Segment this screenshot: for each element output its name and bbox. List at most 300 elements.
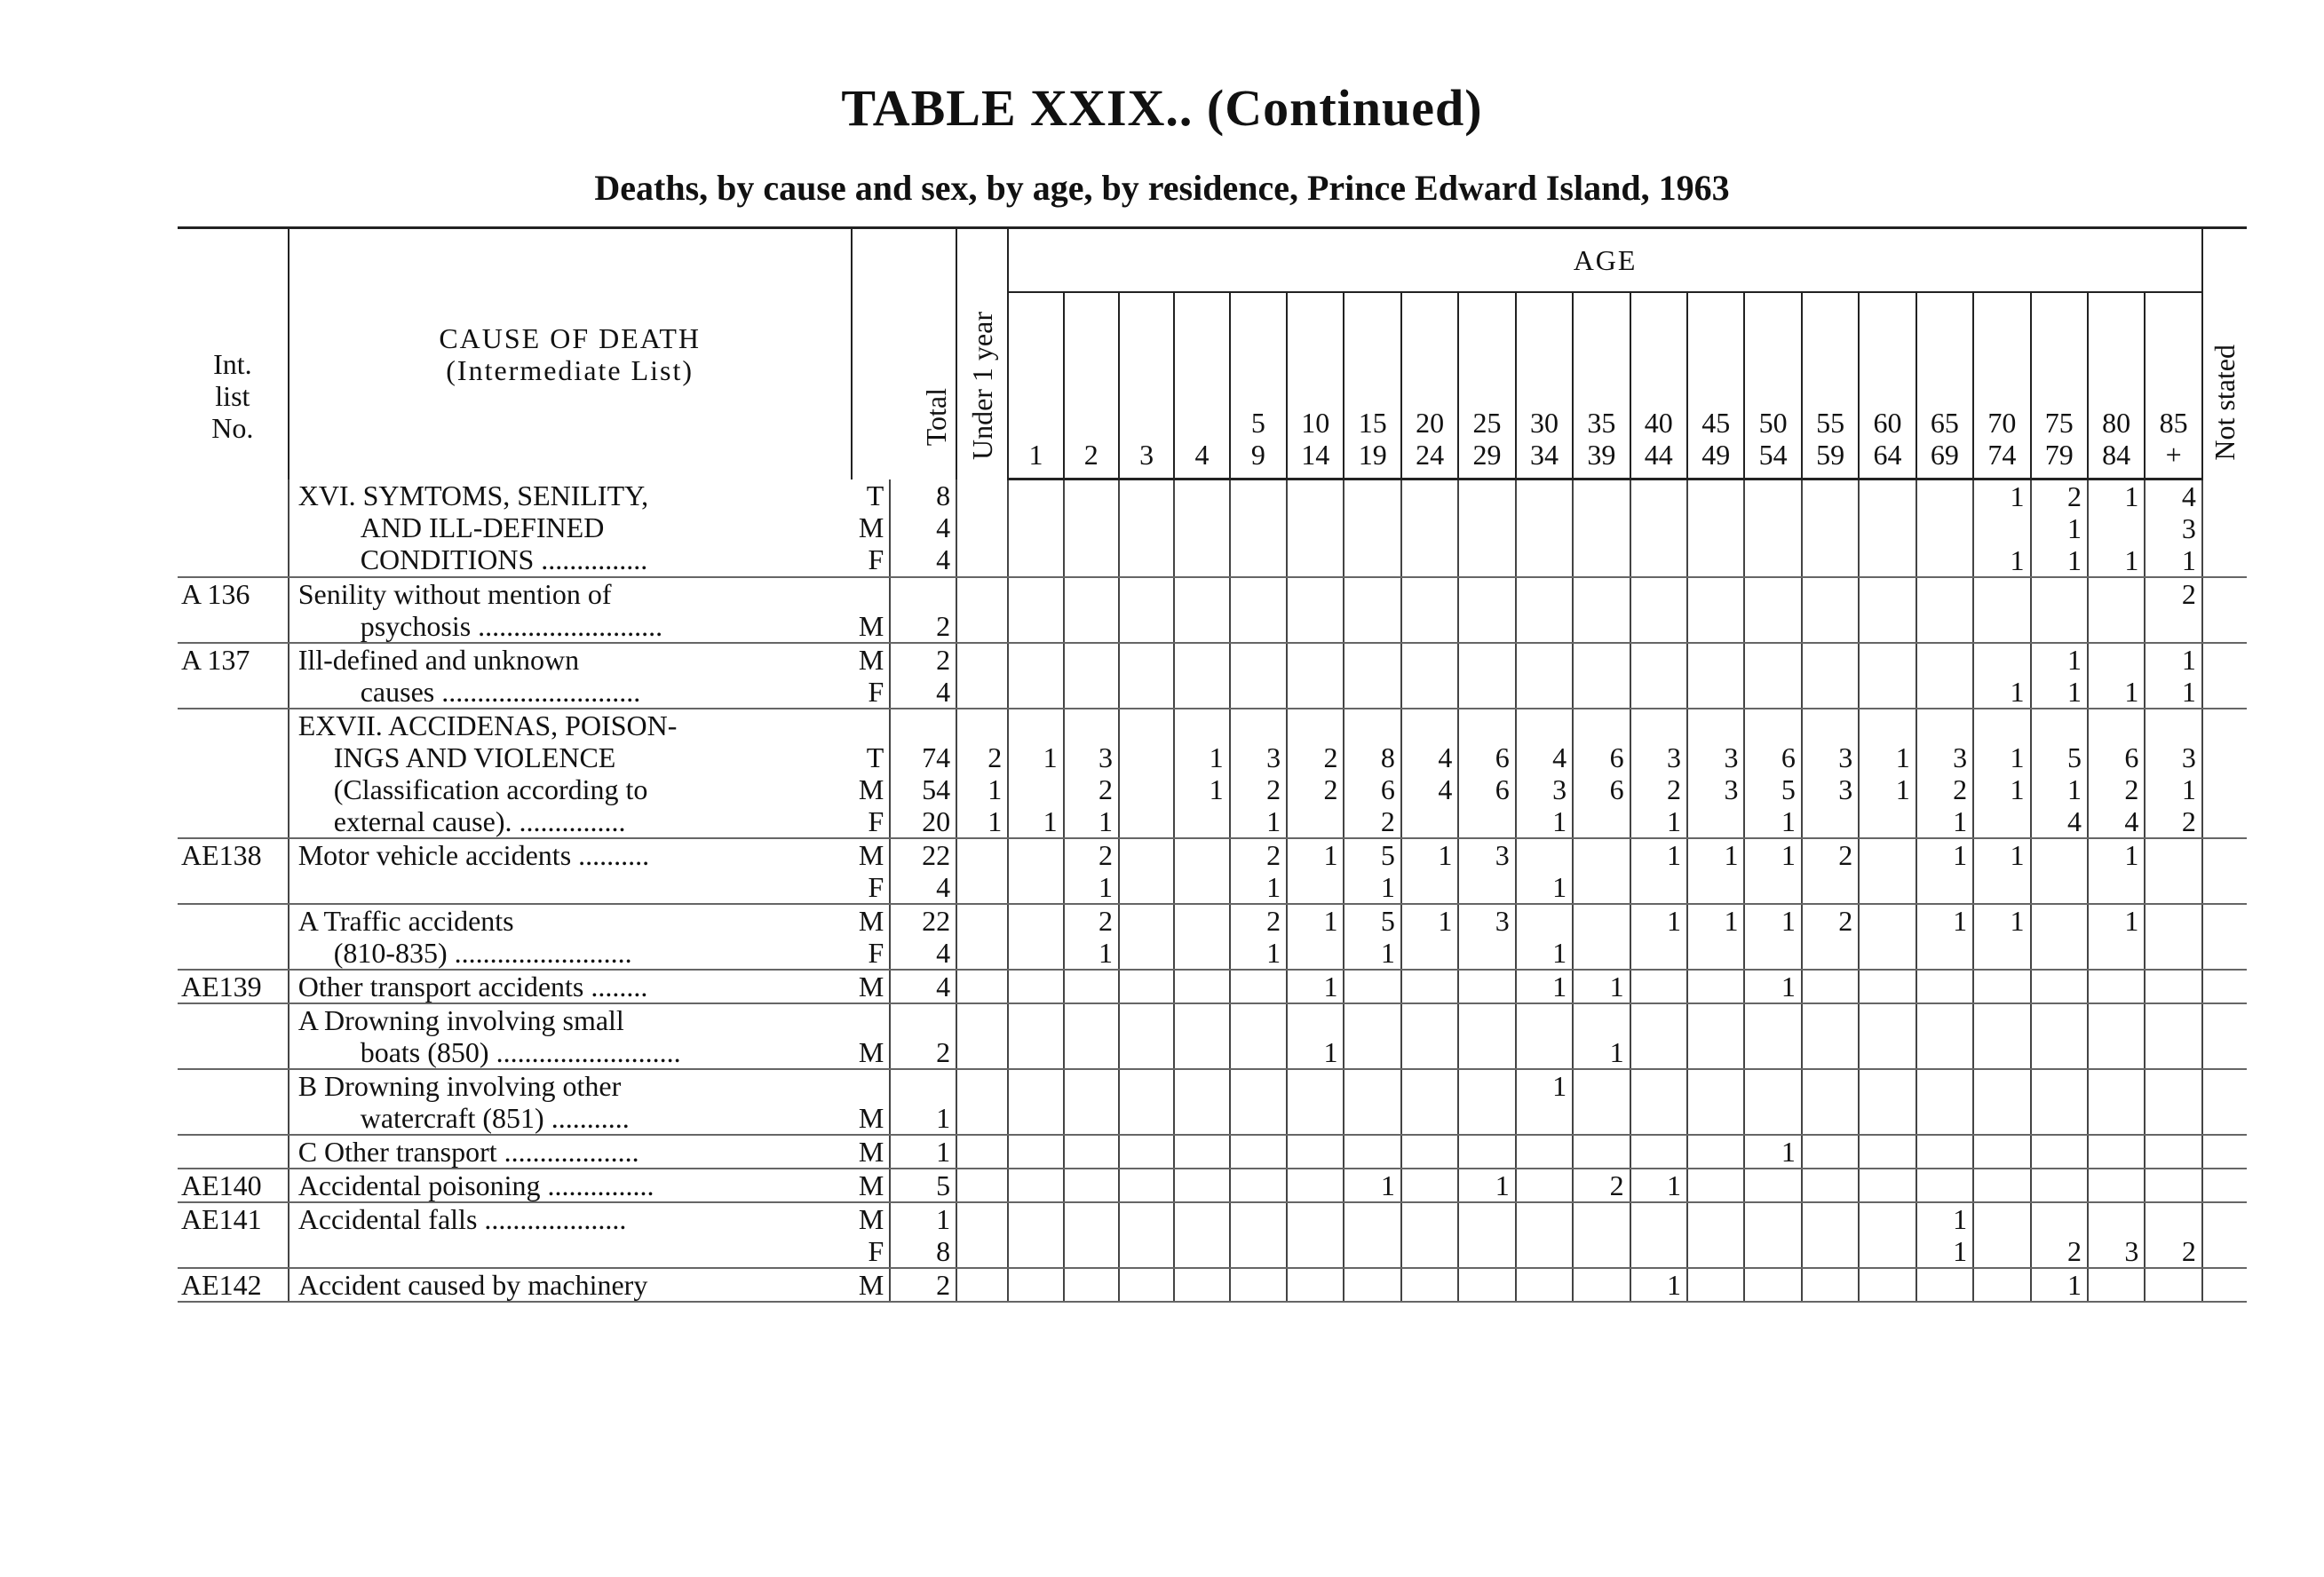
- age-value: [2031, 904, 2088, 970]
- age-value: [1516, 577, 1573, 643]
- age-value: [1230, 643, 1287, 709]
- age-value: [1008, 1003, 1063, 1069]
- age-value: 1: [2088, 904, 2145, 970]
- age-value: [1119, 643, 1174, 709]
- age-value: [1064, 643, 1119, 709]
- age-value: [1458, 1069, 1515, 1135]
- age-value: [1344, 1202, 1400, 1268]
- age-value: [1802, 1202, 1859, 1268]
- age-value: [1174, 904, 1229, 970]
- age-value: [1119, 1135, 1174, 1169]
- age-value: [1119, 1069, 1174, 1135]
- sex-code: M: [852, 1069, 891, 1135]
- age-value: [1119, 838, 1174, 904]
- age-value: [1859, 643, 1916, 709]
- int-list-code: AE139: [178, 970, 289, 1003]
- table-row: [178, 1069, 2247, 1135]
- age-value: [2031, 838, 2088, 904]
- age-value: [1008, 1135, 1063, 1169]
- age-value: [1401, 479, 1458, 578]
- under1-value: [956, 904, 1008, 970]
- age-value: [1916, 1169, 1973, 1202]
- not-stated-value: [2202, 1003, 2247, 1069]
- age-value: [1174, 838, 1229, 904]
- age-value: [1230, 1003, 1287, 1069]
- age-value: [1916, 1003, 1973, 1069]
- age-value: [1687, 1202, 1744, 1268]
- age-value: [1064, 1003, 1119, 1069]
- under1-value: [956, 1169, 1008, 1202]
- age-value: [1516, 1135, 1573, 1169]
- age-value: [1008, 643, 1063, 709]
- age-value: [1744, 1202, 1801, 1268]
- age-value: [1687, 577, 1744, 643]
- age-value: [1287, 1202, 1344, 1268]
- int-list-code: AE140: [178, 1169, 289, 1202]
- age-value: [1573, 1202, 1630, 1268]
- age-value: 6 5 1: [1744, 709, 1801, 838]
- age-value: 1: [1687, 904, 1744, 970]
- cause-of-death: Accident caused by machinery: [289, 1268, 852, 1302]
- age-value: [2088, 970, 2145, 1003]
- sex-code: M F: [852, 1202, 891, 1268]
- not-stated-value: [2202, 643, 2247, 709]
- int-list-code: [178, 1003, 289, 1069]
- cause-of-death: B Drowning involving other watercraft (851) ...........: [289, 1069, 852, 1135]
- age-value: [1064, 479, 1119, 578]
- total-value: 2: [890, 1268, 956, 1302]
- age-value: [1287, 479, 1344, 578]
- age-value: [1573, 479, 1630, 578]
- age-value: [1973, 1202, 2030, 1268]
- age-value: [1401, 1135, 1458, 1169]
- age-value: 1: [1401, 904, 1458, 970]
- table-row: [178, 904, 2247, 970]
- age-value: 1: [1516, 1069, 1573, 1135]
- sex-code: T M F: [852, 479, 891, 578]
- age-value: [1230, 1268, 1287, 1302]
- age-value: [1630, 479, 1687, 578]
- page-subtitle: Deaths, by cause and sex, by age, by residence, Prince Edward Island, 1963: [594, 168, 1730, 208]
- age-value: [1458, 479, 1515, 578]
- sex-code: M F: [852, 904, 891, 970]
- age-value: [1344, 577, 1400, 643]
- age-value: [1516, 1003, 1573, 1069]
- age-value: [1859, 479, 1916, 578]
- int-list-code: [178, 1069, 289, 1135]
- age-col-header: 3: [1119, 292, 1174, 479]
- age-value: [1119, 577, 1174, 643]
- cause-header-sub: (Intermediate List): [446, 353, 694, 386]
- age-value: [1008, 577, 1063, 643]
- age-value: [1119, 970, 1174, 1003]
- age-value: [1287, 1069, 1344, 1135]
- age-value: [1174, 643, 1229, 709]
- age-value: [1008, 1169, 1063, 1202]
- age-value: [1687, 643, 1744, 709]
- age-value: [1802, 1003, 1859, 1069]
- age-value: [1802, 479, 1859, 578]
- age-col-header: 60 64: [1859, 292, 1916, 479]
- age-value: 1 1: [1859, 709, 1916, 838]
- age-value: [1344, 1268, 1400, 1302]
- age-value: [1573, 1135, 1630, 1169]
- age-value: 1: [1401, 838, 1458, 904]
- age-value: [1458, 1202, 1515, 1268]
- int-list-code: [178, 1135, 289, 1169]
- age-value: [1916, 1268, 1973, 1302]
- age-value: 3 3: [1687, 709, 1744, 838]
- sex-code: T M F: [852, 709, 891, 838]
- age-value: 2 1: [1230, 904, 1287, 970]
- age-value: [1916, 1069, 1973, 1135]
- age-value: [1119, 479, 1174, 578]
- age-col-header: 55 59: [1802, 292, 1859, 479]
- age-value: [2145, 1003, 2201, 1069]
- age-value: [1119, 1003, 1174, 1069]
- age-value: [1458, 1003, 1515, 1069]
- under1-value: [956, 1202, 1008, 1268]
- not-stated-value: [2202, 904, 2247, 970]
- not-stated-value: [2202, 1135, 2247, 1169]
- age-value: 2 1: [1230, 838, 1287, 904]
- age-value: [1458, 970, 1515, 1003]
- age-value: [1802, 1135, 1859, 1169]
- age-col-header: 30 34: [1516, 292, 1573, 479]
- age-col-header: 2: [1064, 292, 1119, 479]
- age-col-header: 75 79: [2031, 292, 2088, 479]
- age-value: [1119, 1202, 1174, 1268]
- not-stated-value: [2202, 1202, 2247, 1268]
- age-value: [1859, 970, 1916, 1003]
- age-value: 1: [1973, 643, 2030, 709]
- age-value: [1916, 1135, 1973, 1169]
- total-value: 2: [890, 577, 956, 643]
- age-value: 1: [2088, 838, 2145, 904]
- age-value: [2088, 1003, 2145, 1069]
- age-value: 2: [2031, 1202, 2088, 1268]
- age-value: [1008, 1202, 1063, 1268]
- age-value: [1859, 577, 1916, 643]
- age-value: [1064, 970, 1119, 1003]
- age-value: 1: [1744, 904, 1801, 970]
- age-value: [1973, 1135, 2030, 1169]
- age-value: [1573, 838, 1630, 904]
- age-value: [1630, 1069, 1687, 1135]
- age-col-header: 15 19: [1344, 292, 1400, 479]
- age-value: [1687, 479, 1744, 578]
- table-row: [178, 1202, 2247, 1268]
- age-value: [1973, 1169, 2030, 1202]
- age-value: 3 3: [1802, 709, 1859, 838]
- age-value: [1687, 970, 1744, 1003]
- age-value: [1344, 479, 1400, 578]
- age-value: [2088, 1069, 2145, 1135]
- cause-of-death: Other transport accidents ........: [289, 970, 852, 1003]
- age-value: [1344, 1003, 1400, 1069]
- age-value: 5 1: [1344, 904, 1400, 970]
- age-value: [1287, 1268, 1344, 1302]
- age-value: 1: [1573, 1003, 1630, 1069]
- under1-header: Under 1 year: [956, 228, 1008, 479]
- cause-of-death: Senility without mention of psychosis ..........................: [289, 577, 852, 643]
- age-value: [1064, 1202, 1119, 1268]
- age-value: [1344, 1135, 1400, 1169]
- age-value: 1 1: [2088, 479, 2145, 578]
- age-value: [1973, 1268, 2030, 1302]
- age-value: 1: [1744, 838, 1801, 904]
- total-value: 2 4: [890, 643, 956, 709]
- age-value: 1 1: [1916, 1202, 1973, 1268]
- age-value: [1008, 479, 1063, 578]
- age-value: 6 6: [1458, 709, 1515, 838]
- total-value: 22 4: [890, 838, 956, 904]
- age-value: [2031, 970, 2088, 1003]
- age-value: [1630, 970, 1687, 1003]
- int-list-header: Int. list No.: [178, 228, 289, 479]
- age-value: [1458, 1135, 1515, 1169]
- age-value: [1687, 1069, 1744, 1135]
- cause-of-death: Ill-defined and unknown causes ............................: [289, 643, 852, 709]
- age-value: [1802, 1069, 1859, 1135]
- under1-value: [956, 643, 1008, 709]
- sex-code: M: [852, 1169, 891, 1202]
- under1-value: 2 1 1: [956, 709, 1008, 838]
- not-stated-value: [2202, 577, 2247, 643]
- age-value: 3: [2088, 1202, 2145, 1268]
- age-value: 3 2 1: [1630, 709, 1687, 838]
- age-value: [1630, 1135, 1687, 1169]
- age-value: 1: [1916, 838, 1973, 904]
- age-value: 1: [1973, 904, 2030, 970]
- age-value: [2145, 838, 2201, 904]
- cause-header-title: CAUSE OF DEATH: [439, 321, 701, 354]
- age-value: [1744, 1169, 1801, 1202]
- age-col-header: 4: [1174, 292, 1229, 479]
- age-value: 1: [1744, 970, 1801, 1003]
- age-value: [1859, 904, 1916, 970]
- cause-of-death: A Drowning involving small boats (850) ..........................: [289, 1003, 852, 1069]
- age-value: 1: [1516, 904, 1573, 970]
- cause-of-death: Motor vehicle accidents ..........: [289, 838, 852, 904]
- table-row: [178, 709, 2247, 838]
- age-col-header: 40 44: [1630, 292, 1687, 479]
- total-header: Total: [852, 228, 956, 479]
- age-value: [1859, 1268, 1916, 1302]
- age-value: [2088, 1268, 2145, 1302]
- age-value: [1973, 1003, 2030, 1069]
- age-value: [1174, 479, 1229, 578]
- age-value: 2 1 1: [2031, 479, 2088, 578]
- cause-of-death: Accidental poisoning ...............: [289, 1169, 852, 1202]
- age-value: [1744, 479, 1801, 578]
- int-list-code: [178, 479, 289, 578]
- age-col-header: 1: [1008, 292, 1063, 479]
- age-value: 1: [1287, 838, 1344, 904]
- age-value: [1744, 1003, 1801, 1069]
- age-value: [1630, 1003, 1687, 1069]
- age-value: [1573, 577, 1630, 643]
- sex-code: M: [852, 1003, 891, 1069]
- total-value: 5: [890, 1169, 956, 1202]
- age-value: [1916, 577, 1973, 643]
- age-value: [1630, 643, 1687, 709]
- age-col-header: 25 29: [1458, 292, 1515, 479]
- sex-code: M: [852, 577, 891, 643]
- not-stated-header: Not stated: [2202, 228, 2247, 479]
- table-row: [178, 970, 2247, 1003]
- age-value: 6 6: [1573, 709, 1630, 838]
- age-value: [2145, 1268, 2201, 1302]
- age-value: 1 1: [2145, 643, 2201, 709]
- age-value: [2031, 577, 2088, 643]
- age-value: [2145, 970, 2201, 1003]
- not-stated-value: [2202, 970, 2247, 1003]
- age-value: [1008, 1069, 1063, 1135]
- age-value: [1973, 970, 2030, 1003]
- age-value: [2031, 1169, 2088, 1202]
- age-value: [2145, 1169, 2201, 1202]
- sex-code: M F: [852, 643, 891, 709]
- age-value: 4 3 1: [2145, 479, 2201, 578]
- age-value: [1119, 1268, 1174, 1302]
- deaths-table: [178, 226, 2247, 1303]
- age-value: [1802, 643, 1859, 709]
- under1-value: [956, 1003, 1008, 1069]
- sex-code: M: [852, 1268, 891, 1302]
- age-value: [1573, 904, 1630, 970]
- age-value: [2031, 1135, 2088, 1169]
- age-value: [1230, 970, 1287, 1003]
- age-value: [1573, 1268, 1630, 1302]
- age-value: [1516, 479, 1573, 578]
- age-value: 1 1: [1174, 709, 1229, 838]
- age-value: [1119, 709, 1174, 838]
- int-list-code: A 136: [178, 577, 289, 643]
- total-value: 1 8: [890, 1202, 956, 1268]
- cause-of-death: Accidental falls ....................: [289, 1202, 852, 1268]
- age-value: [1859, 1169, 1916, 1202]
- cause-header: [289, 228, 852, 479]
- age-col-header: 45 49: [1687, 292, 1744, 479]
- not-stated-value: [2202, 709, 2247, 838]
- under1-value: [956, 970, 1008, 1003]
- total-value: 8 4 4: [890, 479, 956, 578]
- age-value: 1: [1630, 904, 1687, 970]
- age-col-header: 65 69: [1916, 292, 1973, 479]
- age-value: [1401, 1268, 1458, 1302]
- age-value: 1 1: [2031, 643, 2088, 709]
- age-value: 2: [1573, 1169, 1630, 1202]
- int-list-code: AE142: [178, 1268, 289, 1302]
- not-stated-value: [2202, 479, 2247, 578]
- total-value: 22 4: [890, 904, 956, 970]
- age-value: [1916, 479, 1973, 578]
- age-value: 3 2 1: [1916, 709, 1973, 838]
- age-col-header: 10 14: [1287, 292, 1344, 479]
- age-value: 1: [1687, 838, 1744, 904]
- age-value: [1802, 970, 1859, 1003]
- age-value: [1064, 577, 1119, 643]
- age-value: [1174, 1069, 1229, 1135]
- age-value: [1458, 643, 1515, 709]
- age-value: [1630, 1202, 1687, 1268]
- age-col-header: 50 54: [1744, 292, 1801, 479]
- table-row: [178, 1135, 2247, 1169]
- age-value: 3: [1458, 838, 1515, 904]
- table-row: [178, 1169, 2247, 1202]
- age-value: [1573, 643, 1630, 709]
- age-value: 8 6 2: [1344, 709, 1400, 838]
- age-value: 2 2: [1287, 709, 1344, 838]
- sex-code: M F: [852, 838, 891, 904]
- age-value: 1: [1516, 838, 1573, 904]
- age-value: 5 1: [1344, 838, 1400, 904]
- age-value: [2088, 1135, 2145, 1169]
- age-value: [1008, 904, 1063, 970]
- age-value: 1: [1630, 1169, 1687, 1202]
- age-value: [1630, 577, 1687, 643]
- age-value: 1: [1573, 970, 1630, 1003]
- age-value: 3: [1458, 904, 1515, 970]
- age-value: 1: [2088, 643, 2145, 709]
- cause-of-death: A Traffic accidents (810-835) .........................: [289, 904, 852, 970]
- age-value: 1: [1630, 838, 1687, 904]
- age-value: 1: [1516, 970, 1573, 1003]
- not-stated-value: [2202, 1169, 2247, 1202]
- age-value: [1008, 838, 1063, 904]
- age-value: [1174, 1202, 1229, 1268]
- age-col-header: 5 9: [1230, 292, 1287, 479]
- table-body: [178, 479, 2247, 1303]
- age-value: [1174, 1268, 1229, 1302]
- age-value: [1344, 643, 1400, 709]
- not-stated-value: [2202, 1268, 2247, 1302]
- age-value: [1973, 1069, 2030, 1135]
- age-value: [1744, 643, 1801, 709]
- sex-code: M: [852, 1135, 891, 1169]
- age-value: 1: [1630, 1268, 1687, 1302]
- age-value: [1859, 1135, 1916, 1169]
- age-value: [1516, 1268, 1573, 1302]
- age-value: [1744, 1268, 1801, 1302]
- age-value: [2031, 1069, 2088, 1135]
- age-value: [2031, 1003, 2088, 1069]
- age-value: [1174, 1169, 1229, 1202]
- under1-value: [956, 838, 1008, 904]
- age-value: [1687, 1135, 1744, 1169]
- age-value: [1230, 479, 1287, 578]
- age-value: 3 2 1: [1064, 709, 1119, 838]
- age-value: 5 1 4: [2031, 709, 2088, 838]
- age-value: [2145, 1069, 2201, 1135]
- int-list-code: [178, 904, 289, 970]
- age-value: [2088, 577, 2145, 643]
- age-value: 1: [1287, 1003, 1344, 1069]
- age-value: [1064, 1169, 1119, 1202]
- age-value: [1230, 1202, 1287, 1268]
- age-value: [1458, 577, 1515, 643]
- age-value: 1: [1916, 904, 1973, 970]
- age-col-header: 70 74: [1973, 292, 2030, 479]
- age-value: 1: [1287, 904, 1344, 970]
- age-value: [1573, 1069, 1630, 1135]
- age-value: [1287, 643, 1344, 709]
- age-value: 2 1: [1064, 904, 1119, 970]
- age-value: [1401, 1069, 1458, 1135]
- age-value: 2: [1802, 838, 1859, 904]
- under1-value: [956, 1268, 1008, 1302]
